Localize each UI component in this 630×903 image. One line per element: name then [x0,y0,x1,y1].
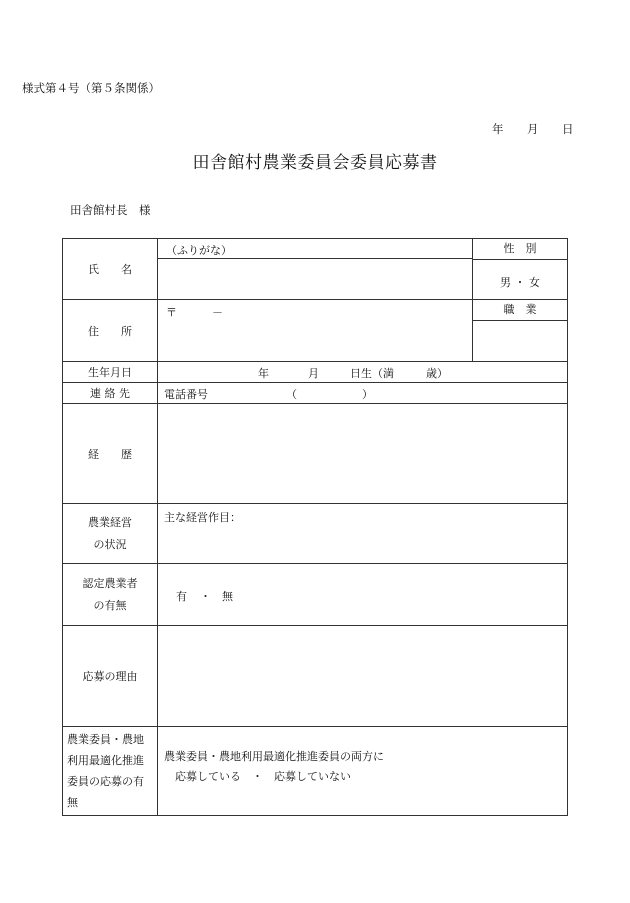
dual-application-row [63,727,568,816]
birthdate-row [63,362,568,383]
dual-label-line4: 無 [67,796,78,809]
dual-text-options[interactable]: 応募している ・ 応募していない [164,770,351,783]
farm-field[interactable] [158,504,568,564]
form-number: 様式第４号（第５条関係） [22,81,160,95]
date-month-label: 月 [527,122,539,136]
contact-label: 連 絡 先 [63,383,158,404]
farm-label-line1: 農業経営 [88,515,132,529]
certified-no-option[interactable]: 無 [222,590,233,603]
phone-paren-close: ） [362,388,373,401]
birth-day-label: 日生（満 [350,367,394,380]
phone-paren-open: （ [286,388,297,401]
furigana-divider [158,258,472,259]
career-label: 経 歴 [63,404,158,504]
occupation-label: 職 業 [473,300,567,321]
gender-options[interactable]: 男 ・ 女 [500,276,540,289]
occupation-field[interactable] [473,321,567,361]
certified-label-line2: の有無 [93,598,127,612]
occupation-cell [473,300,568,362]
furigana-label: （ふりがな） [166,244,232,257]
postal-dash: － [212,306,223,319]
date-year-label: 年 [492,122,504,136]
addressee: 田舎館村長 様 [70,203,151,217]
contact-row [63,383,568,404]
certified-label [63,564,158,626]
farm-label-line2: の状況 [93,537,127,551]
dual-text-line1: 農業委員・農地利用最適化推進委員の両方に [164,750,384,763]
reason-label: 応募の理由 [63,626,158,727]
address-field[interactable] [158,300,473,362]
certified-yes-option[interactable]: 有 [176,590,187,603]
farm-row [63,504,568,564]
main-crop-label: 主な経営作目： [164,511,241,524]
dual-label-line1: 農業委員・農地 [67,733,144,746]
address-label: 住 所 [63,300,158,362]
dual-label-line2: 利用最適化推進 [67,754,144,767]
dual-application-label [63,727,158,816]
address-row [63,300,568,362]
certified-separator: ・ [200,590,211,603]
name-label: 氏 名 [63,239,158,300]
certified-row [63,564,568,626]
reason-field[interactable] [158,626,568,727]
birth-month-label: 月 [308,367,319,380]
document-title: 田舎館村農業委員会委員応募書 [192,153,438,173]
birthdate-label: 生年月日 [63,362,158,383]
birth-year-label: 年 [258,367,269,380]
birth-age-label: 歳） [426,367,448,380]
contact-field[interactable] [158,383,568,404]
name-row [63,239,568,300]
postal-mark-icon: 〒 [166,306,177,319]
application-form-table [62,238,568,816]
birthdate-field[interactable] [158,362,568,383]
certified-field[interactable] [158,564,568,626]
dual-application-field[interactable] [158,727,568,816]
certified-label-line1: 認定農業者 [82,576,138,590]
reason-row [63,626,568,727]
gender-cell [473,239,568,300]
career-field[interactable] [158,404,568,504]
name-field[interactable] [158,239,473,300]
date-day-label: 日 [562,122,574,136]
farm-label [63,504,158,564]
career-row [63,404,568,504]
gender-label: 性 別 [473,239,567,260]
phone-label: 電話番号 [164,388,208,401]
dual-label-line3: 委員の応募の有 [67,775,144,788]
